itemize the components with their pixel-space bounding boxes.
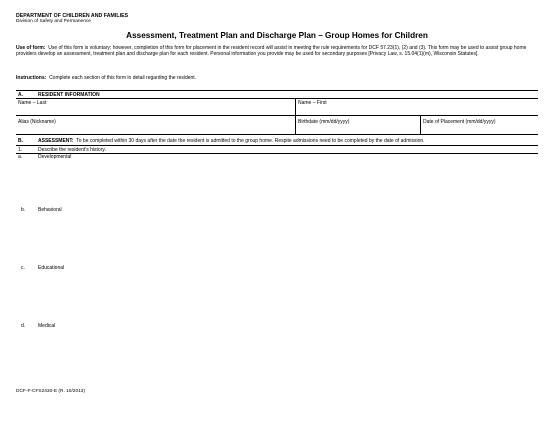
alias-label: Alias (Nickname): [18, 118, 56, 125]
use-of-form-paragraph: [16, 45, 538, 57]
agency-name: DEPARTMENT OF CHILDREN AND FAMILIES: [16, 13, 129, 19]
section-b-top-rule: [16, 134, 538, 135]
date-of-placement-label: Date of Placement (mm/dd/yyyy): [423, 118, 496, 125]
name-row-rule: [16, 115, 538, 116]
name-last-label: Name – Last: [18, 99, 47, 106]
form-id-footer: DCF-F-CFS2430-E (R. 10/2013): [16, 389, 86, 394]
birthdate-label: Birthdate (mm/dd/yyyy): [298, 118, 350, 125]
section-a-heading-rule: [16, 98, 538, 99]
section-b-heading: ASSESSMENT:: [38, 138, 74, 144]
item-1-rule: [16, 153, 538, 154]
use-of-form-text: Use of this form is voluntary; however, completion of this form for placement in the resident record will assist in meeting the rule requirements for DCF 57.23(1), (2) and (3). This form may be used to assist group home providers develop an assessment, treatment plan and discharge plan for each resident. Personal information you provide may be used for secondary purposes [Privacy Law, s. 15.04(1)(m), Wisconsin Statutes].: [16, 45, 527, 58]
instructions-label: Instructions:: [16, 75, 47, 81]
section-b-note: To be completed within 30 days after the date the resident is admitted to the group home. Respite admissions need to be completed by the date of admission.: [76, 138, 425, 144]
item-1-number: 1.: [18, 146, 23, 153]
subitem-c-letter: c.: [21, 265, 25, 271]
section-b-heading-rule: [16, 145, 538, 146]
instructions-text: Complete each section of this form in detail regarding the resident.: [49, 75, 197, 81]
subitem-d-label: Medical: [38, 323, 56, 329]
subitem-a-letter: a.: [18, 153, 23, 160]
section-a-letter: A.: [18, 91, 23, 98]
alias-divider: [295, 115, 296, 134]
use-of-form-label: Use of form:: [16, 45, 46, 51]
section-a-heading: RESIDENT INFORMATION: [38, 91, 100, 98]
section-b-letter: B.: [18, 138, 23, 144]
item-1-text: Describe the resident’s history.: [38, 146, 106, 153]
section-b-heading-line: [38, 138, 425, 144]
instructions-paragraph: [16, 75, 538, 81]
subitem-a-label: Developmental: [38, 153, 72, 160]
division-name: Division of Safety and Permanence: [16, 19, 91, 24]
subitem-c-label: Educational: [38, 265, 65, 271]
name-divider: [295, 98, 296, 115]
form-title: Assessment, Treatment Plan and Discharge Plan – Group Homes for Children: [126, 31, 428, 40]
subitem-b-letter: b.: [21, 207, 26, 213]
name-first-label: Name – First: [298, 99, 327, 106]
subitem-d-letter: d.: [21, 323, 26, 329]
subitem-b-label: Behavioral: [38, 207, 62, 213]
birthdate-divider: [420, 115, 421, 134]
